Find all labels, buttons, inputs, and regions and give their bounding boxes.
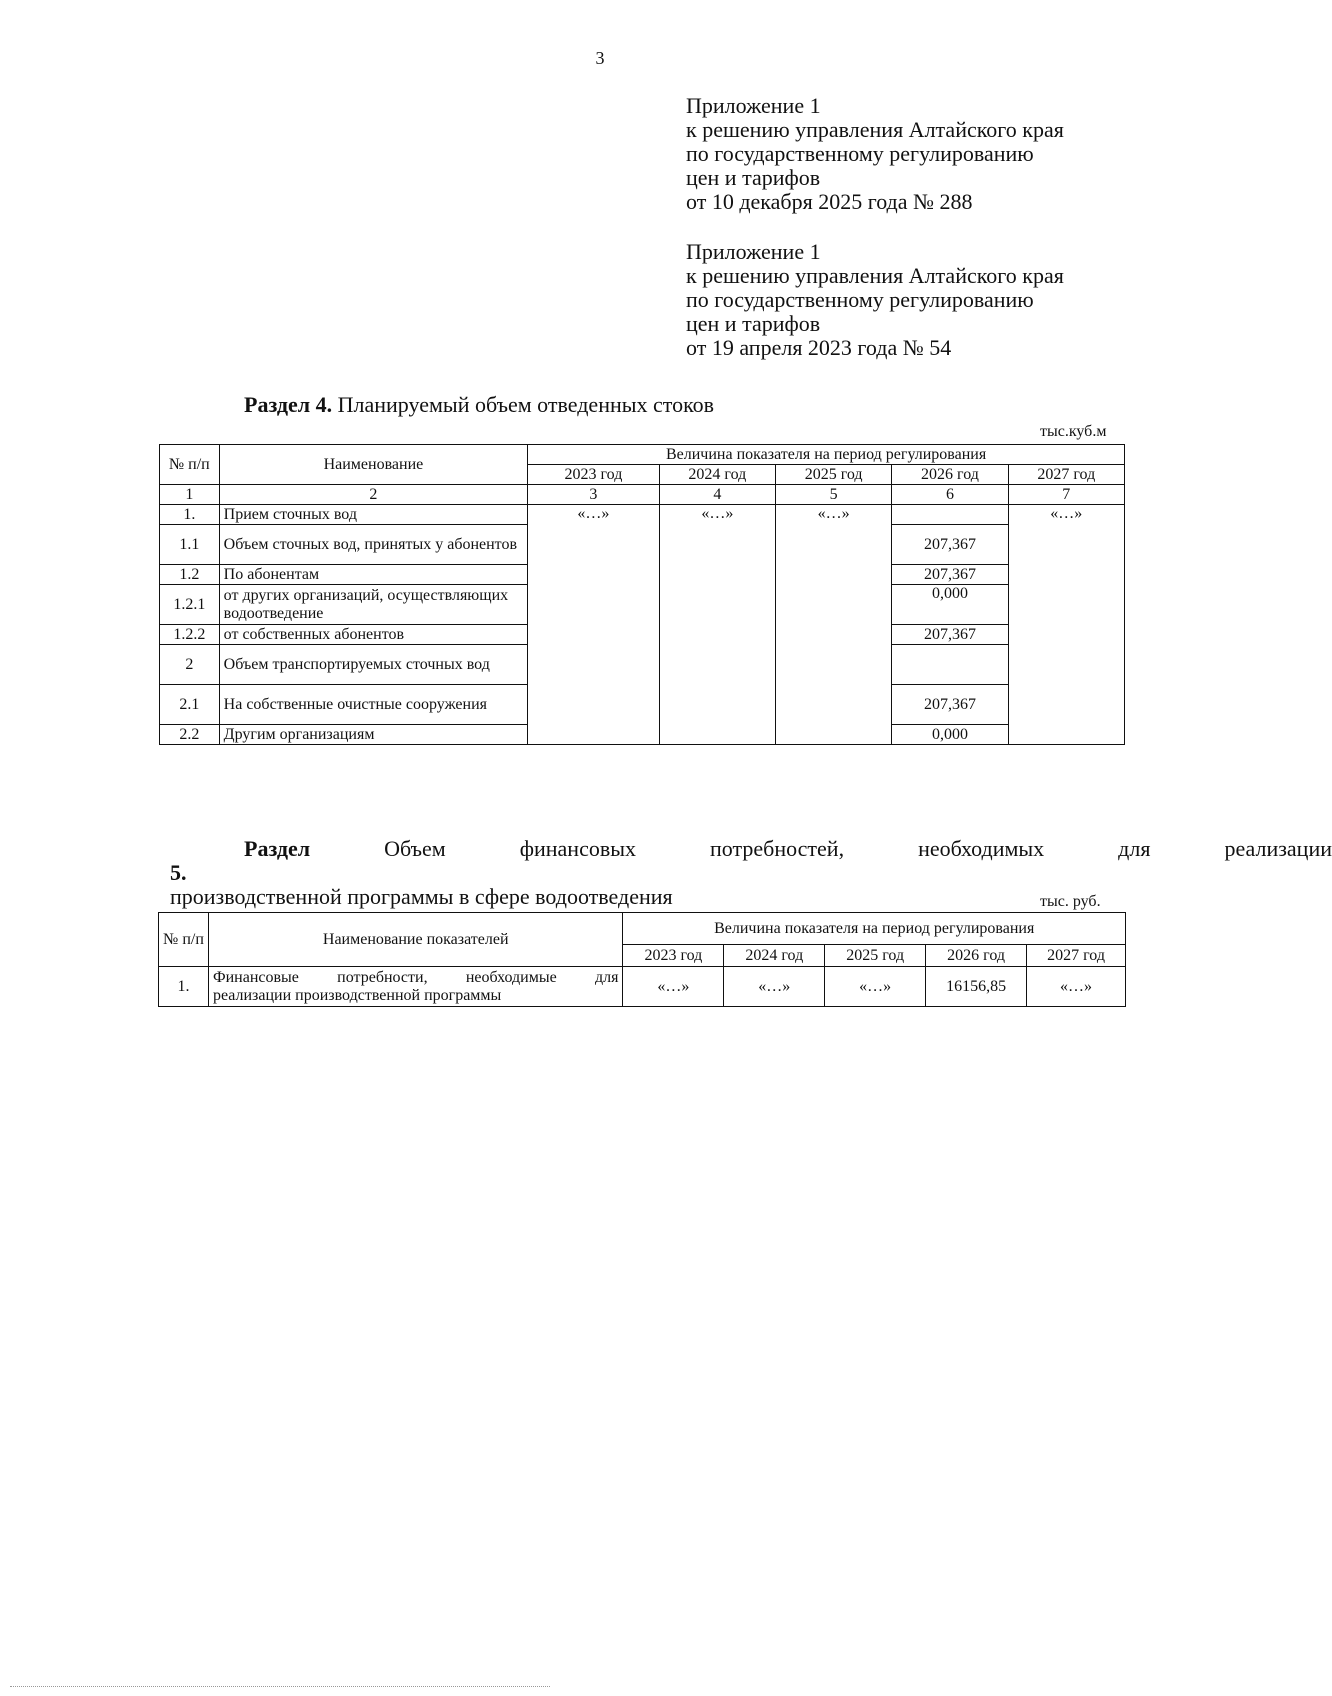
value-2025: «…» [825, 967, 926, 1007]
value-2026: 207,367 [892, 565, 1008, 585]
section5-title-word: реализации [1224, 836, 1332, 861]
row-no: 1.2.2 [160, 625, 220, 645]
appendix-current-header [686, 94, 1064, 214]
section5-title-word: Объем [384, 836, 446, 861]
value-2026: 207,367 [892, 625, 1008, 645]
section5-title-line1 [170, 836, 1332, 885]
appendix-line: цен и тарифов [686, 165, 821, 190]
row-no: 1. [160, 505, 220, 525]
row-no: 2.1 [160, 685, 220, 725]
value-2023: «…» [623, 967, 724, 1007]
row-name: Объем сточных вод, принятых у абонентов [219, 525, 528, 565]
row-name: Прием сточных вод [219, 505, 528, 525]
appendix-line: Приложение 1 [686, 239, 821, 264]
column-number: 1 [160, 485, 220, 505]
section5-title-word: для [1118, 836, 1151, 861]
value-2024: «…» [724, 967, 825, 1007]
section4-title-bold: Раздел 4. [244, 392, 333, 417]
row-name: Другим организациям [219, 725, 528, 745]
header-year: 2024 год [659, 465, 775, 485]
header-year: 2025 год [775, 465, 891, 485]
appendix-line: к решению управления Алтайского края [686, 263, 1064, 288]
page-number: 3 [595, 48, 605, 68]
column-number: 5 [775, 485, 891, 505]
value-2026: 0,000 [892, 585, 1008, 625]
value-2026: 207,367 [892, 685, 1008, 725]
row-name: Объем транспортируемых сточных вод [219, 645, 528, 685]
column-number: 3 [528, 485, 659, 505]
section4-title-text: Планируемый объем отведенных стоков [332, 392, 715, 417]
row-name-line: Финансовые потребности, необходимые для [212, 968, 619, 986]
header-period-group: Величина показателя на период регулирования [623, 913, 1126, 945]
section5-table [158, 912, 1126, 1007]
column-number: 4 [659, 485, 775, 505]
section5-title-word: потребностей, [710, 836, 845, 861]
header-year: 2023 год [623, 945, 724, 967]
value-2026: 0,000 [892, 725, 1008, 745]
row-no: 2.2 [160, 725, 220, 745]
scan-artifact-line [10, 1686, 550, 1687]
value-2026 [892, 645, 1008, 685]
omitted-value-2027: «…» [1008, 505, 1124, 745]
section5-title-bold: Раздел 5. [170, 836, 311, 885]
column-number: 2 [219, 485, 528, 505]
section4-title [244, 393, 714, 417]
table-row [160, 505, 1125, 525]
header-no: № п/п [160, 445, 220, 485]
header-year: 2027 год [1008, 465, 1124, 485]
row-name: По абонентам [219, 565, 528, 585]
header-year: 2026 год [926, 945, 1027, 967]
omitted-value-2024: «…» [659, 505, 775, 745]
header-year: 2026 год [892, 465, 1008, 485]
value-2026: 16156,85 [926, 967, 1027, 1007]
section5-title-line2: производственной программы в сфере водоотведения [170, 884, 673, 909]
row-no: 1. [159, 967, 209, 1007]
header-no: № п/п [159, 913, 209, 967]
appendix-line: цен и тарифов [686, 311, 821, 336]
row-no: 1.1 [160, 525, 220, 565]
header-year: 2025 год [825, 945, 926, 967]
section4-table [159, 444, 1125, 745]
value-2026 [892, 505, 1008, 525]
row-name: На собственные очистные сооружения [219, 685, 528, 725]
row-name: от других организаций, осуществляющих водоотведение [219, 585, 528, 625]
row-name-line: реализации производственной программы [212, 986, 502, 1004]
section5-title [170, 836, 1332, 909]
section5-title-word: финансовых [519, 836, 637, 861]
section5-title-word: необходимых [918, 836, 1045, 861]
header-year: 2023 год [528, 465, 659, 485]
column-number: 6 [892, 485, 1008, 505]
appendix-line: по государственному регулированию [686, 141, 1034, 166]
appendix-line: к решению управления Алтайского края [686, 117, 1064, 142]
appendix-original-header [686, 240, 1064, 360]
row-no: 2 [160, 645, 220, 685]
appendix-line: по государственному регулированию [686, 287, 1034, 312]
row-name [208, 967, 623, 1007]
header-name: Наименование показателей [208, 913, 623, 967]
appendix-line: Приложение 1 [686, 93, 821, 118]
row-no: 1.2.1 [160, 585, 220, 625]
value-2027: «…» [1027, 967, 1126, 1007]
header-year: 2024 год [724, 945, 825, 967]
row-name: от собственных абонентов [219, 625, 528, 645]
value-2026: 207,367 [892, 525, 1008, 565]
appendix-line: от 10 декабря 2025 года № 288 [686, 189, 973, 214]
table-row [159, 967, 1126, 1007]
header-year: 2027 год [1027, 945, 1126, 967]
section4-units: тыс.куб.м [1040, 423, 1107, 440]
header-name: Наименование [219, 445, 528, 485]
header-period-group: Величина показателя на период регулирования [528, 445, 1125, 465]
omitted-value-2025: «…» [775, 505, 891, 745]
appendix-line: от 19 апреля 2023 года № 54 [686, 335, 952, 360]
column-number: 7 [1008, 485, 1124, 505]
section5-units: тыс. руб. [1040, 893, 1101, 910]
omitted-value-2023: «…» [528, 505, 659, 745]
row-no: 1.2 [160, 565, 220, 585]
